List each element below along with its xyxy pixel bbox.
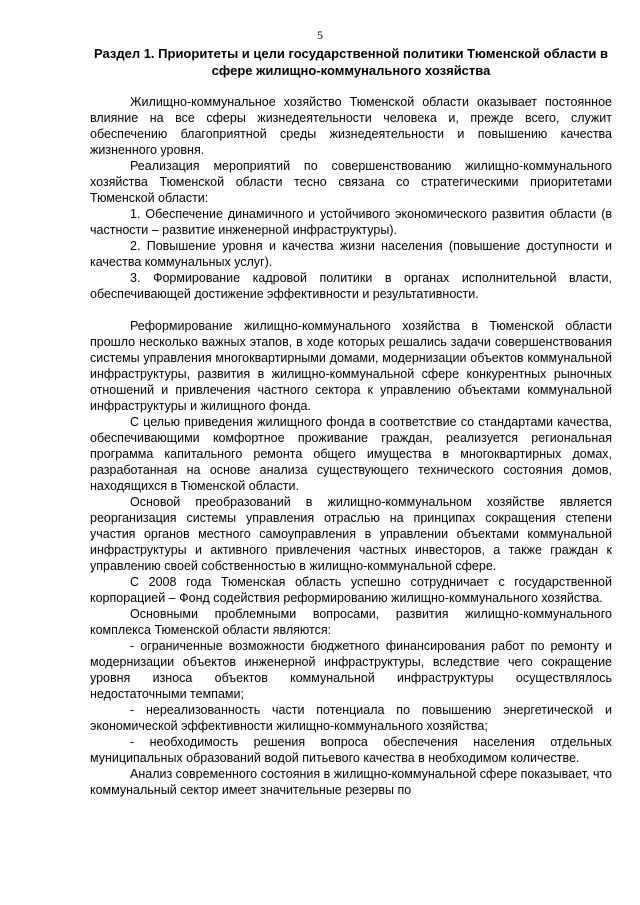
paragraph: Реализация мероприятий по совершенствованию жилищно-коммунального хозяйства Тюменской области тесно связана со стратегическими приоритетами Тюменской области: bbox=[90, 159, 612, 205]
page-number: 5 bbox=[317, 28, 323, 42]
paragraph: С целью приведения жилищного фонда в соответствие со стандартами качества, обеспечивающими комфортное проживание граждан, реализуется региональная программа капитального ремонта общего имущества в многоквартирных домах, разработанная на основе анализа существующего технического состояния домов, находящихся в Тюменской области. bbox=[90, 415, 612, 493]
list-item: 1. Обеспечение динамичного и устойчивого экономического развития области (в частности – развитие инженерной инфраструктуры). bbox=[90, 207, 612, 237]
list-item: 3. Формирование кадровой политики в органах исполнительной власти, обеспечивающей достижение эффективности и результативности. bbox=[90, 271, 612, 301]
section-heading: Раздел 1. Приоритеты и цели государственной политики Тюменской области в сфере жилищно-коммунального хозяйства bbox=[94, 46, 608, 78]
paragraph: Основой преобразований в жилищно-коммунальном хозяйстве является реорганизация системы управления отраслью на принципах сокращения степени участия органов местного самоуправления в управлении объектами коммунальной инфраструктуры и активного привлечения частных инвесторов, а также граждан к управлению своей собственностью в жилищно-коммунальной сфере. bbox=[90, 495, 612, 573]
paragraph: С 2008 года Тюменская область успешно сотрудничает с государственной корпорацией – Фонд содействия реформированию жилищно-коммунального хозяйства. bbox=[90, 575, 612, 605]
list-item: - необходимость решения вопроса обеспечения населения отдельных муниципальных образований водой питьевого качества в необходимом количестве. bbox=[90, 735, 612, 765]
paragraph: Основными проблемными вопросами, развития жилищно-коммунального комплекса Тюменской области являются: bbox=[90, 607, 612, 637]
paragraph: Анализ современного состояния в жилищно-коммунальной сфере показывает, что коммунальный сектор имеет значительные резервы по bbox=[90, 767, 612, 797]
paragraph: Реформирование жилищно-коммунального хозяйства в Тюменской области прошло несколько важных этапов, в ходе которых решались задачи совершенствования системы управления многоквартирными домами, модернизации объектов коммунальной инфраструктуры, развития в жилищно-коммунальной сфере конкурентных рыночных отношений и привлечения частного сектора к управлению объектами коммунальной инфраструктуры и жилищного фонда. bbox=[90, 319, 612, 413]
list-item: - нереализованность части потенциала по повышению энергетической и экономической эффективности жилищно-коммунального хозяйства; bbox=[90, 703, 612, 733]
document-body bbox=[90, 94, 612, 798]
list-item: - ограниченные возможности бюджетного финансирования работ по ремонту и модернизации объектов инженерной инфраструктуры, вследствие чего сокращение уровня износа объектов коммунальной инфраструктуры осуществлялось недостаточными темпами; bbox=[90, 639, 612, 701]
paragraph: Жилищно-коммунальное хозяйство Тюменской области оказывает постоянное влияние на все сферы жизнедеятельности человека и, прежде всего, служит обеспечению благоприятной среды жизнедеятельности и повышению качества жизненного уровня. bbox=[90, 95, 612, 157]
list-item: 2. Повышение уровня и качества жизни населения (повышение доступности и качества коммунальных услуг). bbox=[90, 239, 612, 269]
